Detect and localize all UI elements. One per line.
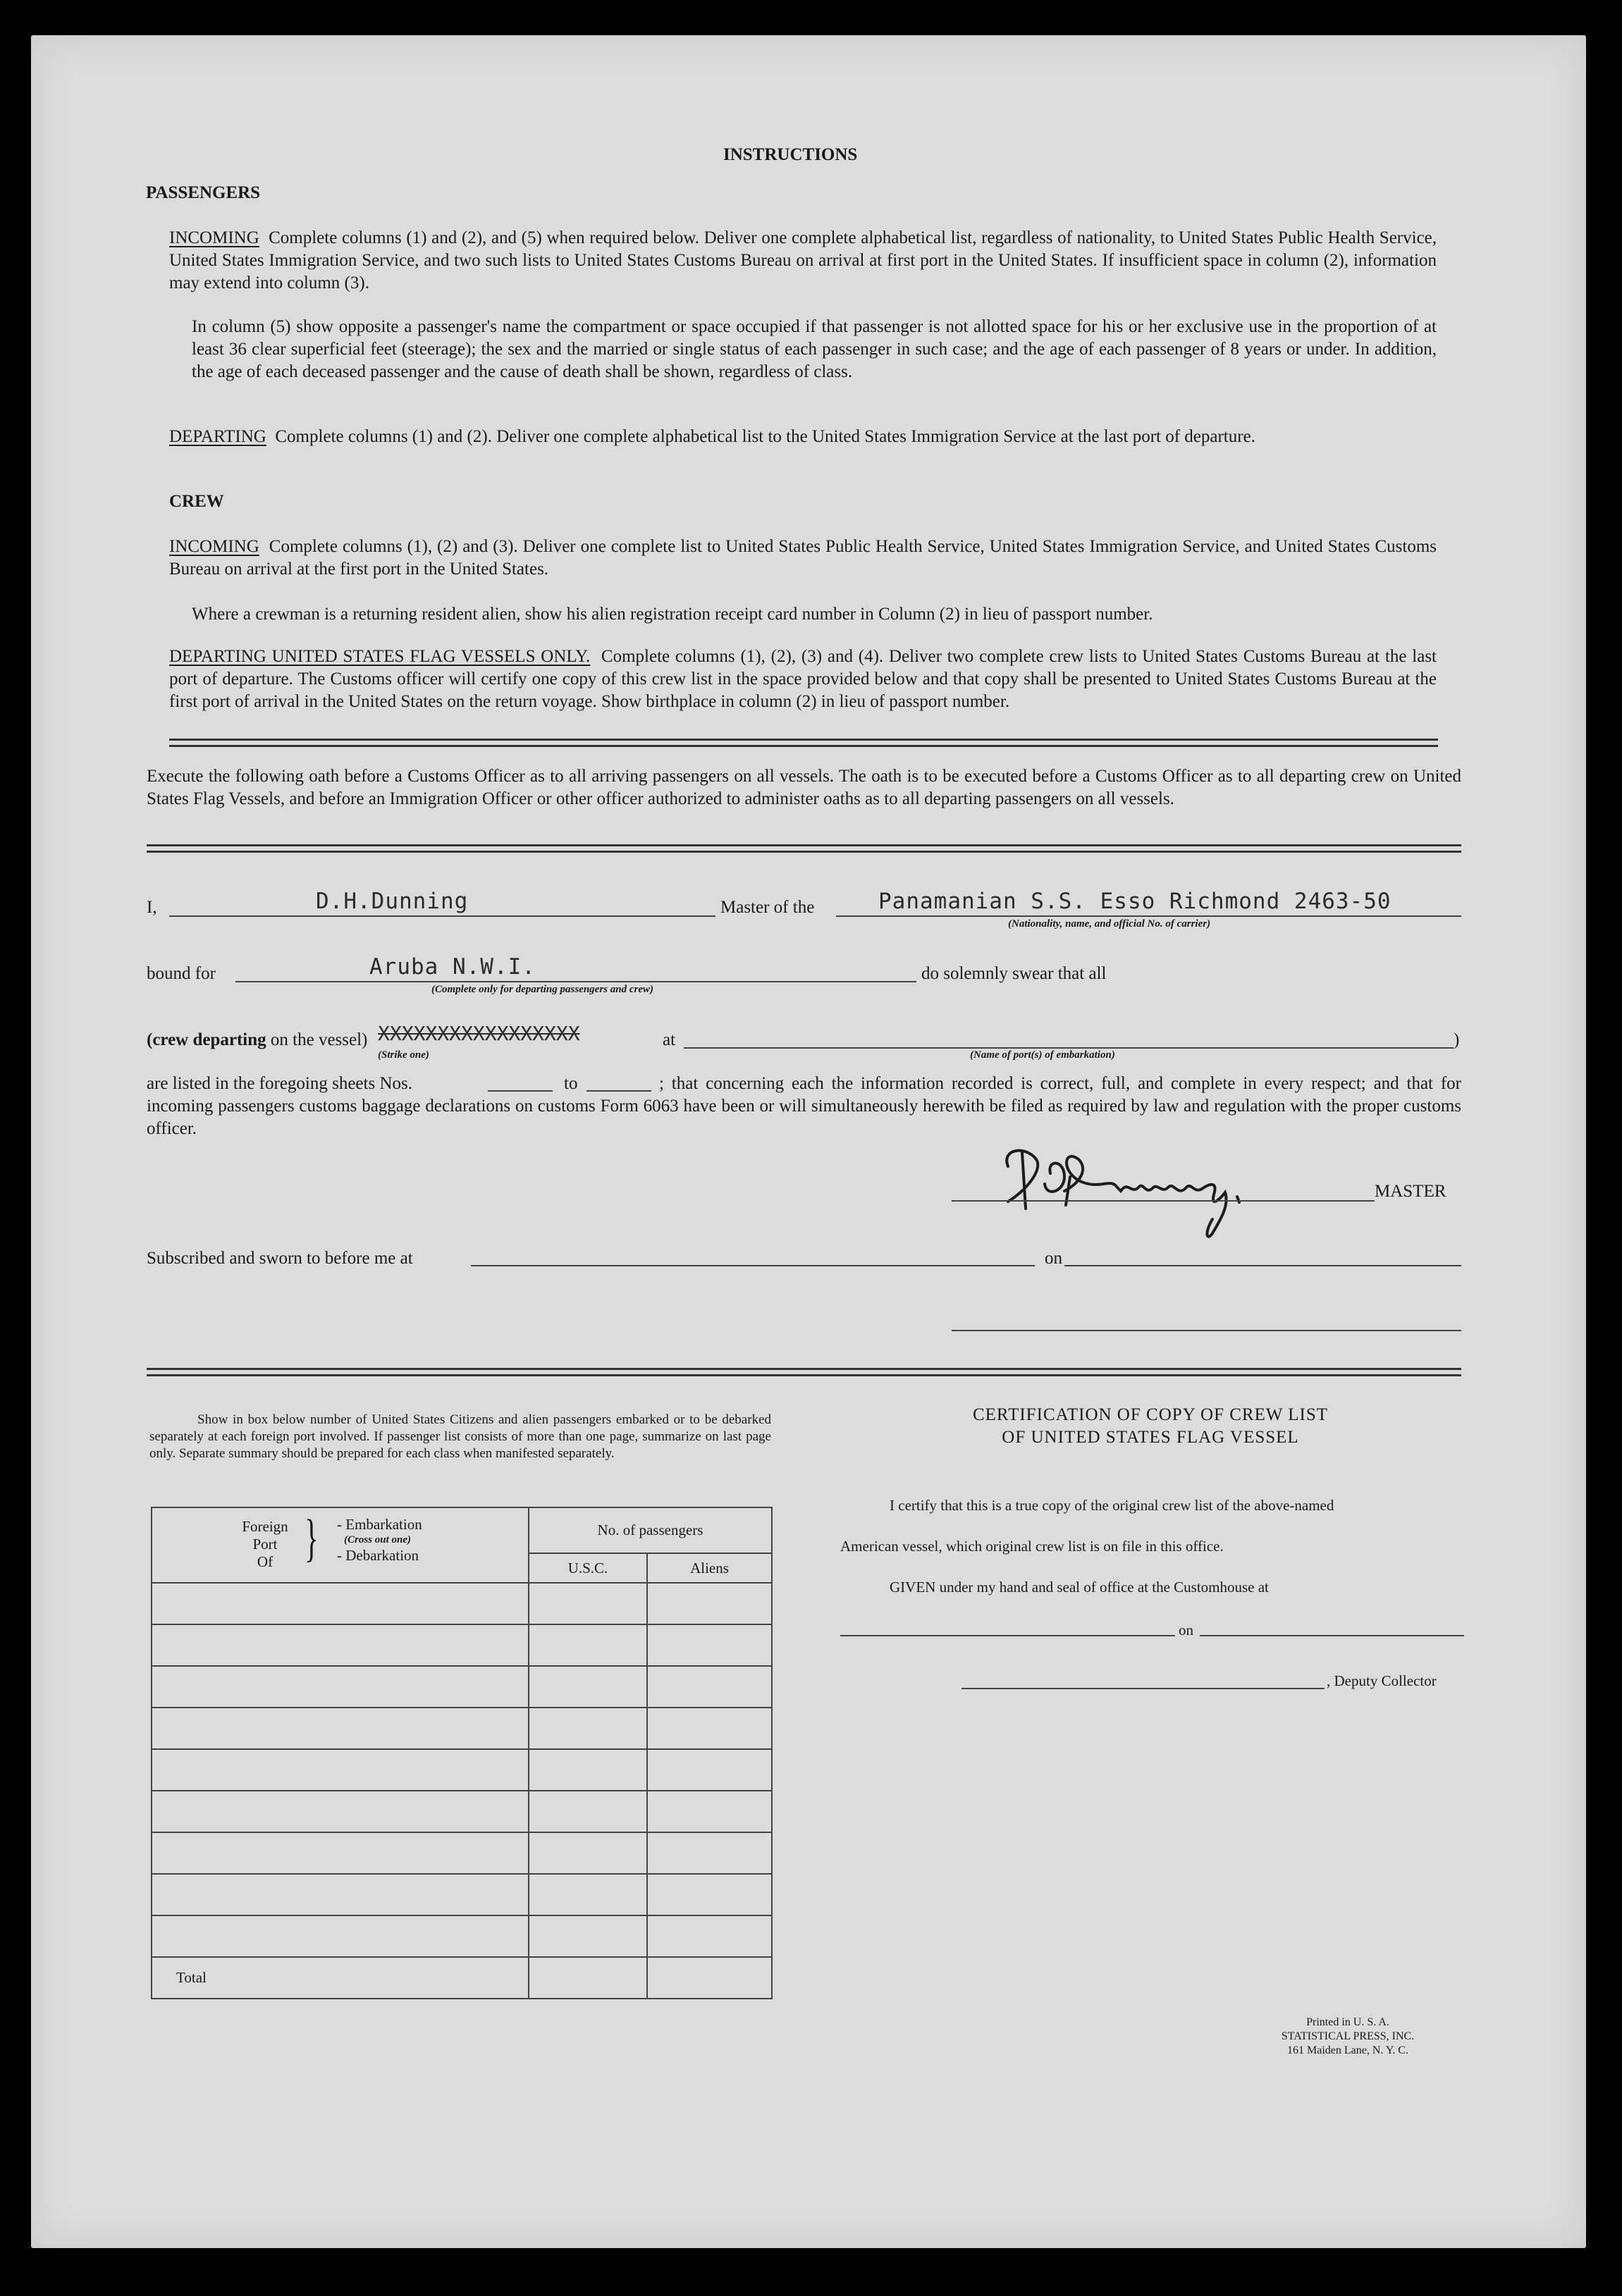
at-label: at [663, 1030, 676, 1049]
bound-for-label: bound for [147, 964, 216, 983]
oath-intro: Execute the following oath before a Customs Officer as to all arriving passengers on all vessels. The oath is to be executed before a Customs Officer as to all departing crew on United States Flag Vessels, and before an Immigration Officer or other officer authorized to administer oaths as to all departing passengers on all vessels. [147, 767, 1461, 808]
aliens-total-cell[interactable] [647, 1957, 772, 1999]
aliens-cell[interactable] [647, 1624, 772, 1666]
table-row [152, 1749, 772, 1791]
passengers-departing-paragraph [169, 426, 1437, 448]
certification-title-2: OF UNITED STATES FLAG VESSEL [1002, 1428, 1299, 1447]
usc-cell[interactable] [529, 1749, 647, 1791]
passengers-heading: PASSENGERS [146, 183, 261, 202]
master-signature-line [952, 1200, 1375, 1202]
lower-divider [147, 1368, 1461, 1376]
crew-heading: CREW [169, 492, 224, 511]
passengers-incoming-text: Complete columns (1) and (2), and (5) when required below. Deliver one complete alphabetical list, regardless of nationality, to United States Public Health Service, United States Immigration Service, and two such lists to United States Customs Bureau on arrival at first port in the United States. If insufficient space in column (2), information may extend into column (3). [169, 228, 1437, 292]
aliens-cell[interactable] [647, 1874, 772, 1915]
master-name-field[interactable]: D.H.Dunning [316, 889, 469, 914]
table-row [152, 1583, 772, 1624]
port-cell[interactable] [152, 1832, 529, 1874]
crew-departing-oath [147, 1029, 367, 1051]
subscribed-label: Subscribed and sworn to before me at [147, 1249, 413, 1268]
table-row-total [152, 1957, 772, 1999]
passengers-departing-text: Complete columns (1) and (2). Deliver one complete alphabetical list to the United States Immigration Service at the last port of departure. [275, 427, 1255, 446]
foreign-label: Foreign [242, 1518, 288, 1535]
subscribed-on-label: on [1045, 1249, 1062, 1268]
vessel-caption: (Nationality, name, and official No. of carrier) [1008, 918, 1211, 930]
crew-departing-paragraph [169, 646, 1437, 713]
i-label: I, [147, 898, 157, 917]
crew-incoming-paragraph [169, 536, 1437, 581]
section-divider [169, 739, 1438, 747]
port-cell[interactable] [152, 1583, 529, 1624]
subscribed-place-line[interactable] [471, 1265, 1035, 1266]
aliens-cell[interactable] [647, 1749, 772, 1791]
crew-incoming-label: INCOMING [169, 537, 259, 556]
bound-for-field[interactable]: Aruba N.W.I. [369, 954, 536, 980]
sheets-label: are listed in the foregoing sheets Nos. [147, 1074, 412, 1093]
port-cell[interactable] [152, 1666, 529, 1708]
usc-cell[interactable] [529, 1832, 647, 1874]
aliens-header: Aliens [647, 1553, 772, 1583]
table-row [152, 1624, 772, 1666]
passengers-column5-paragraph: In column (5) show opposite a passenger's name the compartment or space occupied if that passenger is not allotted space for his or her exclusive use in the proportion of at least 36 clear superficial feet (steerage); the sex and the married or single status of each passenger in such case; and the age of each passenger of 8 years or under. In addition, the age of each deceased passenger and the cause of death shall be shown, regardless of class. [192, 317, 1437, 381]
certification-title-1: CERTIFICATION OF COPY OF CREW LIST [972, 1405, 1329, 1424]
certify-line-2: American vessel, which original crew list is on file in this office. [840, 1538, 1224, 1555]
port-caption: (Name of port(s) of embarkation) [970, 1049, 1115, 1061]
usc-cell[interactable] [529, 1666, 647, 1708]
usc-cell[interactable] [529, 1624, 647, 1666]
strike-caption: (Strike one) [378, 1049, 429, 1061]
vessel-line [836, 915, 1461, 917]
cert-on-label: on [1179, 1622, 1193, 1638]
cross-out-caption: (Cross out one) [344, 1534, 412, 1545]
usc-header: U.S.C. [529, 1553, 647, 1583]
usc-cell[interactable] [529, 1915, 647, 1957]
master-name-line [169, 915, 715, 917]
officer-signature-line[interactable] [952, 1330, 1461, 1331]
given-text: GIVEN under my hand and seal of office at the Customhouse at [890, 1579, 1269, 1596]
table-row [152, 1915, 772, 1957]
oath-divider [147, 844, 1461, 853]
bound-for-line [235, 981, 916, 982]
no-of-passengers-header: No. of passengers [529, 1507, 772, 1553]
passenger-summary-table [151, 1507, 773, 1999]
usc-cell[interactable] [529, 1583, 647, 1624]
port-label: Port [252, 1536, 278, 1553]
sheets-paragraph: ; that concerning each the information recorded is correct, full, and complete in every respect; and that for incoming passengers customs baggage declarations on customs Form 6063 have been or will simultaneously herewith be filed as required by law and regulation with the proper customs officer. [147, 1074, 1461, 1138]
bound-for-caption: (Complete only for departing passengers and crew) [431, 984, 653, 995]
table-row [152, 1791, 772, 1832]
crew-incoming-text: Complete columns (1), (2) and (3). Deliver one complete list to United States Public Health Service, United States Immigration Service, and United States Customs Bureau on arrival at the first port in the United States. [169, 537, 1437, 579]
crew-departing-text: Complete columns (1), (2), (3) and (4). Deliver two complete crew lists to United States Customs Bureau at the last port of departure. The Customs officer will certify one copy of this crew list in the space provided below and that copy shall be presented to United States Customs Bureau at the first port of arrival in the United States on the return voyage. Show birthplace in column (2) in lieu of passport number. [169, 647, 1437, 711]
struck-passengers-text: XXXXXXXXXXXXXXXXX [378, 1022, 580, 1045]
port-of-embarkation-line[interactable] [684, 1047, 1454, 1049]
printer-line-2: STATISTICAL PRESS, INC. [1281, 2030, 1415, 2042]
passengers-departing-label: DEPARTING [169, 427, 266, 446]
master-of-label: Master of the [720, 898, 815, 917]
cert-date-line[interactable] [1200, 1635, 1464, 1636]
printer-line-1: Printed in U. S. A. [1306, 2016, 1389, 2028]
crew-departing-label-bold: (crew departing [147, 1030, 266, 1049]
crew-departing-label: DEPARTING UNITED STATES FLAG VESSELS ONLY. [169, 647, 591, 666]
customhouse-line[interactable] [840, 1635, 1175, 1636]
aliens-cell[interactable] [647, 1583, 772, 1624]
vessel-field[interactable]: Panamanian S.S. Esso Richmond 2463-50 [878, 889, 1391, 914]
subscribed-date-line[interactable] [1064, 1265, 1461, 1266]
port-cell[interactable] [152, 1624, 529, 1666]
printer-line-3: 161 Maiden Lane, N. Y. C. [1287, 2044, 1408, 2056]
aliens-cell[interactable] [647, 1666, 772, 1708]
table-row [152, 1874, 772, 1915]
aliens-cell[interactable] [647, 1915, 772, 1957]
passengers-incoming-label: INCOMING [169, 228, 259, 247]
aliens-cell[interactable] [647, 1791, 772, 1832]
usc-cell[interactable] [529, 1708, 647, 1749]
table-row [152, 1832, 772, 1874]
debarkation-label: - Debarkation [337, 1547, 419, 1564]
aliens-cell[interactable] [647, 1832, 772, 1874]
aliens-cell[interactable] [647, 1708, 772, 1749]
master-label: MASTER [1375, 1182, 1446, 1201]
foreign-port-header [152, 1507, 529, 1583]
instructions-title: INSTRUCTIONS [723, 145, 858, 164]
printer-imprint [1242, 2016, 1454, 2058]
master-signature [959, 1121, 1297, 1247]
brace-glyph: } [304, 1510, 319, 1567]
deputy-collector-line[interactable] [961, 1688, 1325, 1689]
of-label: Of [257, 1553, 274, 1570]
port-cell[interactable] [152, 1708, 529, 1749]
total-label: Total [152, 1957, 529, 1999]
certify-line-1: I certify that this is a true copy of the original crew list of the above-named [890, 1497, 1334, 1514]
usc-cell[interactable] [529, 1874, 647, 1915]
usc-cell[interactable] [529, 1791, 647, 1832]
port-cell[interactable] [152, 1749, 529, 1791]
usc-total-cell[interactable] [529, 1957, 647, 1999]
port-cell[interactable] [152, 1874, 529, 1915]
port-cell[interactable] [152, 1791, 529, 1832]
passengers-incoming-paragraph [169, 227, 1437, 295]
embarkation-label: - Embarkation [337, 1516, 422, 1533]
port-cell[interactable] [152, 1915, 529, 1957]
on-vessel-label: on the vessel) [270, 1030, 368, 1049]
table-row [152, 1666, 772, 1708]
deputy-collector-label: , Deputy Collector [1327, 1672, 1437, 1689]
summary-instructions: Show in box below number of United States Citizens and alien passengers embarked or to be debarked separately at each foreign port involved. If passenger list consists of more than one page, summarize on last page only. Separate summary should be prepared for each class when manifested separately. [149, 1412, 771, 1461]
crew-resident-paragraph: Where a crewman is a returning resident alien, show his alien registration receipt card number in Column (2) in lieu of passport number. [192, 605, 1153, 624]
swear-text: do solemnly swear that all [921, 964, 1107, 983]
sheets-to-label: to [564, 1074, 578, 1093]
table-row [152, 1708, 772, 1749]
close-paren: ) [1454, 1030, 1460, 1049]
